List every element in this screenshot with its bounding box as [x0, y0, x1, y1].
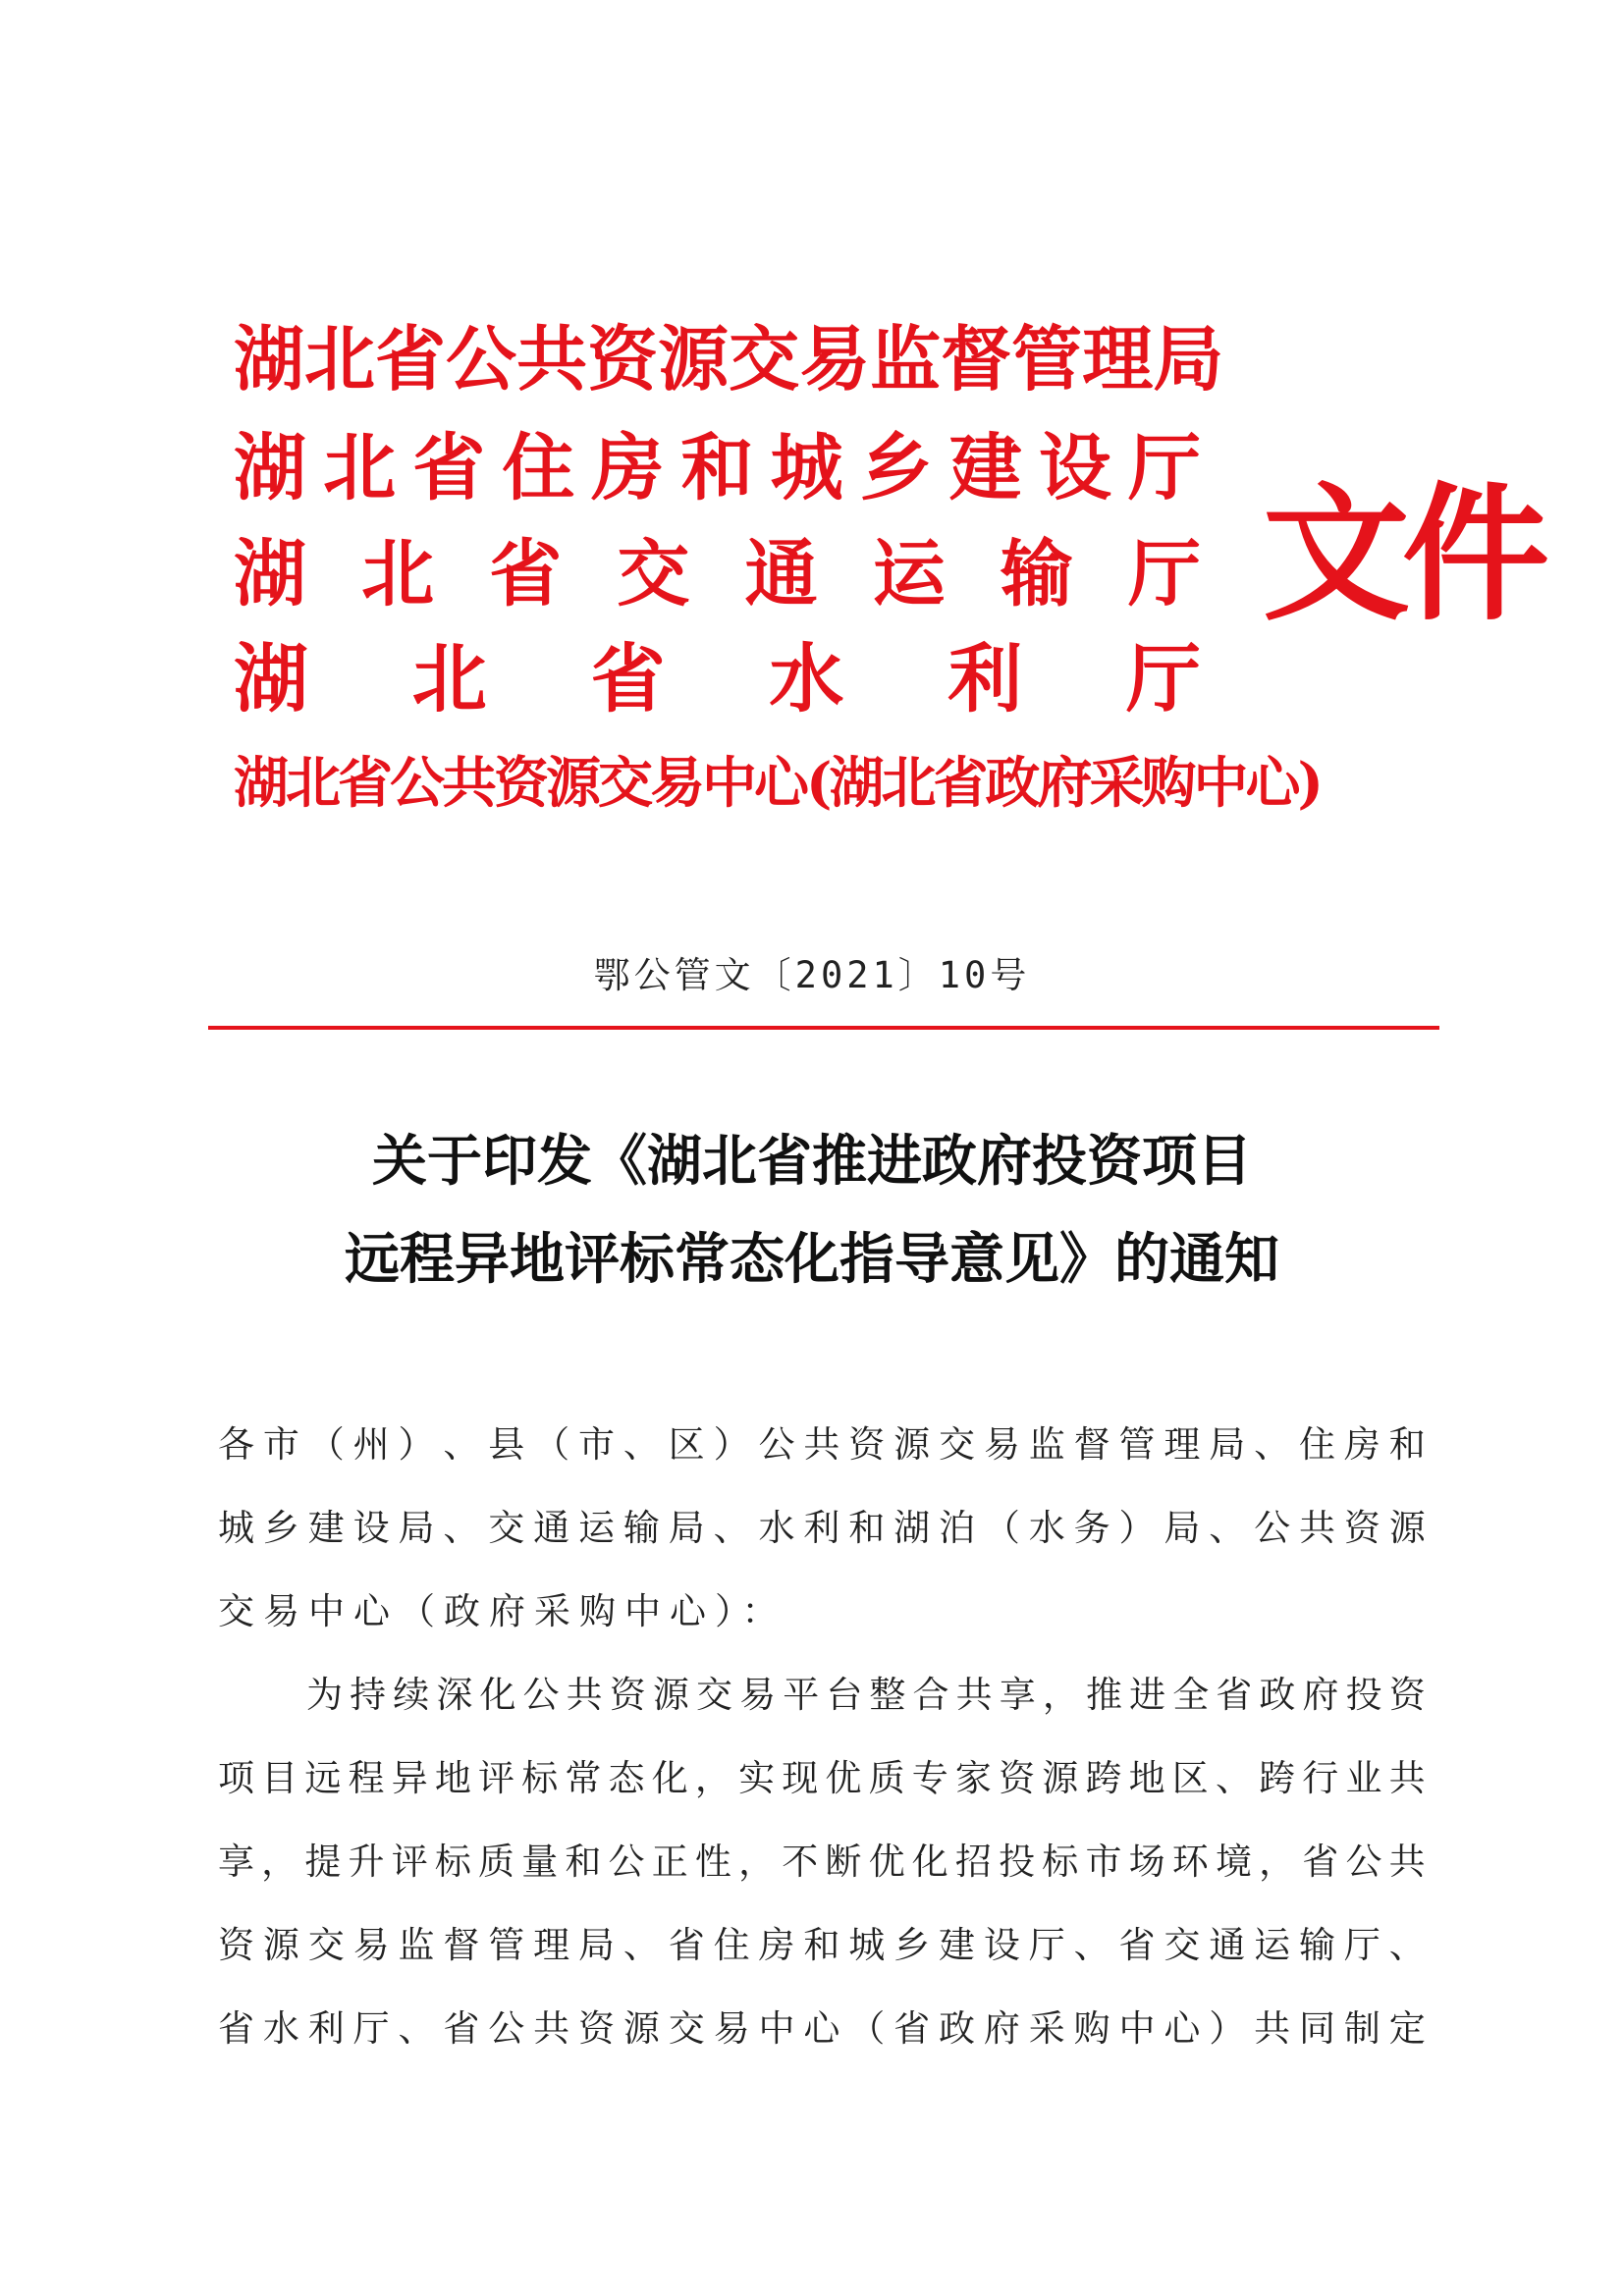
glyph: 为 — [306, 1674, 343, 1716]
glyph: 府 — [1037, 751, 1090, 816]
glyph: 中 — [1193, 751, 1246, 816]
glyph: 资 — [587, 317, 659, 400]
glyph: 项 — [218, 1757, 254, 1799]
glyph: 采 — [1089, 751, 1142, 816]
glyph: 共 — [1388, 1757, 1426, 1799]
glyph: 厅 — [1028, 1924, 1065, 1966]
glyph: 、 — [1388, 1924, 1426, 1966]
glyph: 交 — [617, 532, 690, 616]
glyph: 全 — [1172, 1674, 1210, 1716]
glyph: 质 — [868, 1757, 905, 1799]
glyph: 北 — [286, 751, 338, 816]
red-divider — [208, 1026, 1439, 1030]
glyph: 、 — [623, 1423, 660, 1466]
glyph: 厅 — [1127, 426, 1201, 510]
glyph: 和 — [803, 1924, 840, 1966]
glyph: 省 — [375, 317, 447, 400]
glyph: 跨 — [1085, 1757, 1122, 1799]
glyph: 省 — [1118, 1924, 1156, 1966]
glyph: 、 — [1215, 1757, 1252, 1799]
glyph: 理 — [1082, 317, 1154, 400]
glyph: 局 — [668, 1507, 705, 1549]
glyph: 台 — [826, 1674, 863, 1716]
glyph: 不 — [782, 1841, 819, 1883]
glyph: 公 — [1254, 1507, 1291, 1549]
glyph: 易 — [650, 751, 702, 816]
glyph: 省 — [443, 2007, 480, 2050]
glyph: 监 — [870, 317, 942, 400]
glyph: 督 — [941, 317, 1012, 400]
glyph: 源 — [658, 317, 730, 400]
body-line — [218, 1841, 1426, 1883]
glyph: 性 — [694, 1841, 731, 1883]
glyph: ） — [1118, 1507, 1156, 1549]
glyph: 局 — [1164, 1507, 1201, 1549]
glyph: 输 — [1000, 532, 1073, 616]
glyph: 运 — [872, 532, 946, 616]
issuer-line — [234, 635, 1201, 722]
glyph: 续 — [393, 1674, 430, 1716]
glyph: 整 — [869, 1674, 906, 1716]
glyph: 共 — [533, 2007, 570, 2050]
body-line: 交易中心（政府采购中心）： — [218, 1590, 787, 1632]
glyph: 态 — [608, 1757, 645, 1799]
glyph: 设 — [983, 1924, 1020, 1966]
glyph: 交 — [668, 2007, 705, 2050]
glyph: 深 — [436, 1674, 473, 1716]
glyph: 制 — [1343, 2007, 1380, 2050]
glyph: 乡 — [262, 1507, 299, 1549]
glyph: 公 — [390, 751, 442, 816]
glyph: 湖 — [234, 635, 308, 722]
glyph: 进 — [1129, 1674, 1166, 1716]
glyph: 北 — [304, 317, 376, 400]
glyph: 跨 — [1259, 1757, 1296, 1799]
glyph: 务 — [1073, 1507, 1110, 1549]
glyph: ） — [398, 1423, 435, 1466]
glyph: 交 — [1164, 1924, 1201, 1966]
glyph: 场 — [1128, 1841, 1165, 1883]
glyph: 环 — [1171, 1841, 1209, 1883]
glyph: （ — [533, 1423, 570, 1466]
glyph: ， — [1042, 1674, 1079, 1716]
glyph: 城 — [848, 1924, 886, 1966]
glyph: 省 — [933, 751, 986, 816]
glyph: 易 — [983, 1423, 1020, 1466]
glyph: 乡 — [859, 426, 933, 510]
glyph: 源 — [262, 1924, 299, 1966]
glyph: ， — [738, 1841, 776, 1883]
glyph: 省 — [893, 2007, 931, 2050]
doc-type-label: 文件 — [1263, 468, 1543, 641]
glyph: 交 — [729, 317, 800, 400]
glyph: 、 — [713, 1507, 750, 1549]
glyph: 共 — [803, 1423, 840, 1466]
issuer-line — [234, 751, 1321, 816]
glyph: 源 — [546, 751, 598, 816]
glyph: 和 — [680, 426, 754, 510]
glyph: 源 — [1388, 1507, 1426, 1549]
glyph: 输 — [623, 1507, 660, 1549]
glyph: 中 — [702, 751, 754, 816]
glyph: 省 — [668, 1924, 705, 1966]
glyph: 采 — [1028, 2007, 1065, 2050]
glyph: 利 — [947, 635, 1023, 722]
glyph: ( — [806, 751, 830, 816]
glyph: 城 — [218, 1507, 254, 1549]
glyph: ， — [694, 1757, 731, 1799]
glyph: 中 — [758, 2007, 795, 2050]
glyph: 房 — [758, 1924, 795, 1966]
glyph: 和 — [1388, 1423, 1426, 1466]
glyph: 厅 — [1125, 635, 1201, 722]
glyph: （ — [307, 1423, 345, 1466]
glyph: 易 — [799, 317, 871, 400]
glyph: 市 — [262, 1423, 299, 1466]
glyph: 交 — [488, 1507, 525, 1549]
glyph: 现 — [782, 1757, 819, 1799]
glyph: 源 — [623, 2007, 660, 2050]
glyph: 常 — [565, 1757, 602, 1799]
glyph: 正 — [651, 1841, 688, 1883]
glyph: 省 — [489, 532, 563, 616]
glyph: 府 — [983, 2007, 1020, 2050]
glyph: 行 — [1302, 1757, 1339, 1799]
body-line — [218, 1924, 1426, 1966]
glyph: 优 — [868, 1841, 905, 1883]
glyph: 地 — [434, 1757, 471, 1799]
glyph: 水 — [758, 1507, 795, 1549]
glyph: 厅 — [352, 2007, 390, 2050]
glyph: 厅 — [1343, 1924, 1380, 1966]
glyph: 升 — [348, 1841, 385, 1883]
glyph: 断 — [825, 1841, 862, 1883]
glyph: 公 — [608, 1841, 645, 1883]
glyph: 政 — [1259, 1674, 1296, 1716]
glyph: 交 — [939, 1423, 975, 1466]
glyph: 心 — [1245, 751, 1298, 816]
glyph: 湖 — [234, 751, 286, 816]
body-line — [306, 1674, 1426, 1716]
issuer-line — [234, 317, 1224, 400]
glyph: 房 — [591, 426, 665, 510]
glyph: 共 — [1299, 1507, 1335, 1549]
glyph: 监 — [1028, 1423, 1065, 1466]
glyph: 政 — [939, 2007, 975, 2050]
glyph: 省 — [218, 2007, 254, 2050]
glyph: 易 — [739, 1674, 777, 1716]
glyph: 标 — [1042, 1841, 1079, 1883]
glyph: 资 — [1388, 1674, 1426, 1716]
glyph: 和 — [565, 1841, 602, 1883]
glyph: 评 — [391, 1841, 428, 1883]
glyph: 资 — [848, 1423, 886, 1466]
glyph: 化 — [651, 1757, 688, 1799]
glyph: 标 — [521, 1757, 559, 1799]
glyph: 市 — [1085, 1841, 1122, 1883]
glyph: 中 — [1118, 2007, 1156, 2050]
glyph: 交 — [598, 751, 650, 816]
glyph: 监 — [398, 1924, 435, 1966]
glyph: 各 — [218, 1423, 254, 1466]
glyph: ， — [261, 1841, 298, 1883]
glyph: 资 — [218, 1924, 254, 1966]
glyph: 州 — [352, 1423, 390, 1466]
glyph: 省 — [412, 426, 486, 510]
glyph: 心 — [754, 751, 806, 816]
issuer-line — [234, 532, 1201, 616]
glyph: 合 — [912, 1674, 949, 1716]
glyph: 湖 — [829, 751, 882, 816]
glyph: 省 — [1216, 1674, 1253, 1716]
glyph: 、 — [398, 2007, 435, 2050]
glyph: 北 — [881, 751, 934, 816]
glyph: 湖 — [234, 426, 306, 510]
document-number: 鄂公管文〔2021〕10号 — [593, 954, 1031, 996]
glyph: 泊 — [939, 1507, 975, 1549]
glyph: 房 — [1343, 1423, 1380, 1466]
glyph: 源 — [893, 1423, 931, 1466]
glyph: 交 — [307, 1924, 345, 1966]
glyph: 住 — [502, 426, 575, 510]
glyph: 共 — [566, 1674, 603, 1716]
glyph: 和 — [848, 1507, 886, 1549]
glyph: 心 — [803, 2007, 840, 2050]
glyph: 水 — [262, 2007, 299, 2050]
glyph: 实 — [738, 1757, 776, 1799]
glyph: 北 — [323, 426, 397, 510]
glyph: 专 — [911, 1757, 948, 1799]
glyph: 局 — [1209, 1423, 1246, 1466]
glyph: 水 — [1028, 1507, 1065, 1549]
glyph: 建 — [307, 1507, 345, 1549]
glyph: 持 — [350, 1674, 387, 1716]
glyph: 业 — [1345, 1757, 1382, 1799]
body-line — [218, 1507, 1426, 1549]
glyph: 设 — [352, 1507, 390, 1549]
glyph: 、 — [1209, 1507, 1246, 1549]
glyph: 投 — [1345, 1674, 1382, 1716]
glyph: 设 — [1038, 426, 1111, 510]
glyph: 地 — [1128, 1757, 1165, 1799]
glyph: 资 — [494, 751, 546, 816]
glyph: 住 — [713, 1924, 750, 1966]
glyph: 输 — [1299, 1924, 1335, 1966]
glyph: 管 — [1011, 317, 1083, 400]
glyph: 家 — [954, 1757, 992, 1799]
glyph: 北 — [411, 635, 487, 722]
glyph: 、 — [443, 1423, 480, 1466]
glyph: 易 — [713, 2007, 750, 2050]
glyph: （ — [848, 2007, 886, 2050]
glyph: 市 — [578, 1423, 615, 1466]
glyph: 化 — [479, 1674, 516, 1716]
glyph: 公 — [488, 2007, 525, 2050]
glyph: 通 — [744, 532, 818, 616]
glyph: 同 — [1299, 2007, 1335, 2050]
glyph: 程 — [348, 1757, 385, 1799]
glyph: 理 — [1164, 1423, 1201, 1466]
glyph: 共 — [955, 1674, 993, 1716]
glyph: 资 — [609, 1674, 646, 1716]
glyph: 量 — [521, 1841, 559, 1883]
glyph: 局 — [578, 1924, 615, 1966]
glyph: 享 — [218, 1841, 254, 1883]
glyph: 资 — [578, 2007, 615, 2050]
glyph: 公 — [758, 1423, 795, 1466]
glyph: 招 — [954, 1841, 992, 1883]
glyph: 享 — [999, 1674, 1036, 1716]
glyph: 管 — [488, 1924, 525, 1966]
glyph: 局 — [1153, 317, 1224, 400]
glyph: 评 — [478, 1757, 515, 1799]
glyph: 优 — [825, 1757, 862, 1799]
glyph: ) — [1297, 751, 1321, 816]
glyph: 投 — [999, 1841, 1036, 1883]
glyph: 标 — [434, 1841, 471, 1883]
glyph: 境 — [1215, 1841, 1252, 1883]
glyph: 交 — [695, 1674, 732, 1716]
glyph: 水 — [769, 635, 844, 722]
glyph: 质 — [478, 1841, 515, 1883]
glyph: 异 — [391, 1757, 428, 1799]
glyph: 易 — [352, 1924, 390, 1966]
glyph: 住 — [1299, 1423, 1335, 1466]
glyph: 北 — [361, 532, 435, 616]
body-line — [218, 1423, 1426, 1466]
body-line — [218, 1757, 1426, 1799]
glyph: 通 — [1209, 1924, 1246, 1966]
glyph: 资 — [1343, 1507, 1380, 1549]
glyph: 公 — [446, 317, 517, 400]
glyph: 运 — [578, 1507, 615, 1549]
glyph: 府 — [1302, 1674, 1339, 1716]
glyph: 化 — [911, 1841, 948, 1883]
glyph: 政 — [985, 751, 1038, 816]
glyph: 公 — [522, 1674, 560, 1716]
glyph: 公 — [1345, 1841, 1382, 1883]
glyph: ， — [1259, 1841, 1296, 1883]
glyph: 共 — [1388, 1841, 1426, 1883]
glyph: 购 — [1073, 2007, 1110, 2050]
glyph: 县 — [488, 1423, 525, 1466]
glyph: 心 — [1164, 2007, 1201, 2050]
red-masthead — [234, 294, 1543, 854]
body-line — [218, 2007, 1426, 2050]
glyph: 督 — [443, 1924, 480, 1966]
glyph: 源 — [652, 1674, 689, 1716]
glyph: 湖 — [893, 1507, 931, 1549]
glyph: 购 — [1141, 751, 1194, 816]
glyph: 共 — [442, 751, 494, 816]
glyph: 省 — [338, 751, 390, 816]
glyph: 管 — [1118, 1423, 1156, 1466]
glyph: 湖 — [234, 317, 305, 400]
glyph: 湖 — [234, 532, 306, 616]
glyph: 共 — [1254, 2007, 1291, 2050]
glyph: ） — [713, 1423, 750, 1466]
glyph: 、 — [1073, 1924, 1110, 1966]
glyph: 省 — [1302, 1841, 1339, 1883]
glyph: 利 — [803, 1507, 840, 1549]
glyph: （ — [983, 1507, 1020, 1549]
glyph: 通 — [533, 1507, 570, 1549]
glyph: 省 — [590, 635, 666, 722]
glyph: 提 — [304, 1841, 342, 1883]
glyph: 、 — [623, 1924, 660, 1966]
glyph: 督 — [1073, 1423, 1110, 1466]
glyph: 源 — [1042, 1757, 1079, 1799]
glyph: 建 — [939, 1924, 975, 1966]
glyph: 资 — [999, 1757, 1036, 1799]
glyph: 推 — [1085, 1674, 1122, 1716]
glyph: 理 — [533, 1924, 570, 1966]
glyph: ） — [1209, 2007, 1246, 2050]
glyph: 目 — [261, 1757, 298, 1799]
document-title-line: 远程异地评标常态化指导意见》的通知 — [345, 1227, 1279, 1292]
glyph: 区 — [1171, 1757, 1209, 1799]
glyph: 乡 — [893, 1924, 931, 1966]
glyph: 利 — [307, 2007, 345, 2050]
glyph: 、 — [443, 1507, 480, 1549]
glyph: 、 — [1254, 1423, 1291, 1466]
issuer-line — [234, 426, 1201, 510]
glyph: 局 — [398, 1507, 435, 1549]
glyph: 城 — [770, 426, 843, 510]
glyph: 共 — [516, 317, 588, 400]
glyph: 区 — [668, 1423, 705, 1466]
glyph: 厅 — [1127, 532, 1201, 616]
glyph: 运 — [1254, 1924, 1291, 1966]
document-title-line: 关于印发《湖北省推进政府投资项目 — [372, 1129, 1252, 1194]
glyph: 建 — [948, 426, 1022, 510]
glyph: 平 — [783, 1674, 820, 1716]
glyph: 定 — [1388, 2007, 1426, 2050]
glyph: 远 — [304, 1757, 342, 1799]
